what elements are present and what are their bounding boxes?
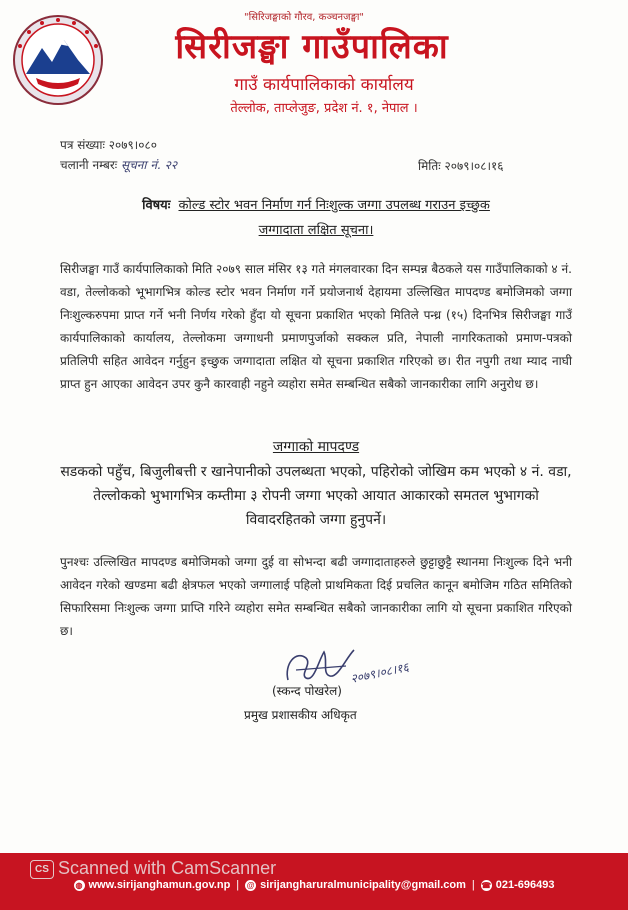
website-text: www.sirijanghamun.gov.np [88,879,231,891]
footer-contacts [0,879,628,891]
reference-number [60,136,157,153]
globe-icon: ◍ [74,880,85,891]
footer-separator: | [236,879,240,891]
email-text: sirijangharuralmunicipality@gmail.com [260,879,466,891]
reference-value: २०७९।०८० [108,138,157,152]
office-address: तेल्लोक, ताप्लेजुङ, प्रदेश नं. १, नेपाल । [230,101,418,116]
phone-icon: ☎ [481,880,492,890]
scanner-watermark: Scanned with CamScanner [58,858,277,878]
camscanner-logo-icon: CS [30,860,54,879]
municipality-emblem-logo [12,14,104,106]
subject-label: विषयः [142,198,171,213]
reference-label: पत्र संख्याः [60,138,105,152]
footer-website[interactable] [74,879,231,891]
body-paragraph-1: सिरीजङ्घा गाउँ कार्यपालिकाको मिति २०७९ साल मंसिर १३ गते मंगलवारका दिन सम्पन्न बैठकले यस गाउँपालिकाको ४ नं. वडा, तेल्लोकको भूभागभित्र कोल्ड स्टोर भवन निर्माण गर्ने प्रयोजनार्थ देहायमा उल्लिखित मापदण्ड बमोजिमको जग्गा निःशुल्करुपमा प्राप्त गर्ने भनी निर्णय गरेको हुँदा यो सूचना प्रकाशित भएको मितिले पन्ध्र (१५) दिनभित्र सिरीजङ्घा गाउँ कार्यपालिकाको कार्यालय, तेल्लोकमा जग्गाधनी प्रमाणपुर्जाको सक्कल प्रति, नेपाली नागरिकताको प्रमाण-पत्रको प्रतिलिपी सहित आवेदन गर्नुहुन इच्छुक जग्गादाता लक्षित यो सूचना प्रकाशित गरिएको छ। रीत नपुगी तथा म्याद नाघी प्राप्त हुन आएका आवेदन उपर कुनै कारवाही नहुने व्यहोरा समेत सम्बन्धित सबैको जानकारीका लागि अनुरोध छ। [60,262,572,391]
footer-email[interactable] [245,879,466,891]
dispatch-label: चलानी नम्बरः [60,158,118,172]
footer-phone[interactable] [481,879,555,891]
subject-line-1: कोल्ड स्टोर भवन निर्माण गर्न निःशुल्क जग्गा उपलब्ध गराउन इच्छुक [178,198,490,213]
email-icon: @ [246,880,255,890]
phone-text: 021-696493 [495,879,555,891]
criteria-heading: जग्गाको मापदण्ड [272,439,360,455]
signatory-name: (स्कन्द पोखरेल) [272,684,342,698]
office-name: सिरीजङ्घा गाउँपालिका [175,27,449,67]
criteria-text: सडकको पहुँच, बिजुलीबत्ती र खानेपानीको उपलब्धता भएको, पहिरोको जोखिम कम भएको ४ नं. वडा, तेल्लोकको भुभागभित्र कम्तीमा ३ रोपनी जग्गा भएको आयात आकारको समतल भुभागको विवादरहितको जग्गा हुनुपर्ने। [60,464,572,528]
subject-line-2: जग्गादाता लक्षित सूचना। [258,223,374,238]
body-paragraph-2: पुनश्चः उल्लिखित मापदण्ड बमोजिमको जग्गा दुई वा सोभन्दा बढी जग्गादाताहरुले छुट्टाछुट्टै स्थानमा निःशुल्क दिने भनी आवेदन गरेको खण्डमा बढी क्षेत्रफल भएको जग्गालाई पहिलो प्राथमिकता दिई प्रचलित कानून बमोजिम गठित समितिको सिफारिसमा निःशुल्क जग्गा प्राप्ति गरिने व्यहोरा समेत सम्बन्धित सबैको जानकारीका लागि यो सूचना प्रकाशित गरिएको छ। [60,555,572,638]
dispatch-value: सूचना नं. २२ [121,158,178,172]
signatory-title: प्रमुख प्रशासकीय अधिकृत [244,708,357,722]
motto: "सिरिजङ्घाको गौरव, कञ्चनजङ्घा" [244,12,365,23]
dispatch-number [60,156,177,173]
subject-block [60,193,572,243]
date-value: २०७९।०८।१६ [444,159,504,173]
letter-date [418,157,504,174]
date-label: मितिः [418,159,441,173]
signature-date: २०७९।०८।१६ [349,660,410,686]
footer-separator: | [471,879,475,891]
office-subtitle: गाउँ कार्यपालिकाको कार्यालय [234,75,414,95]
